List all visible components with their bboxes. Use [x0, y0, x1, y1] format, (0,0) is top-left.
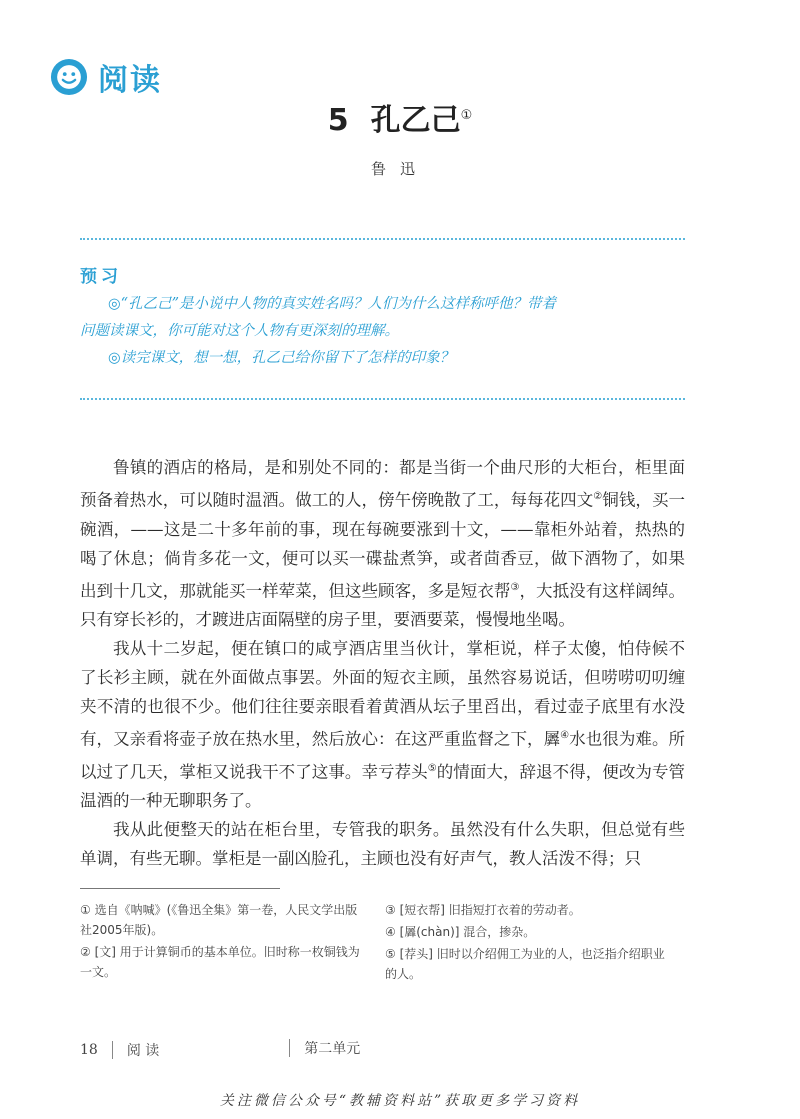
section-title: 阅读 [98, 63, 162, 98]
footnote-4: ④ [羼(chàn)] 混合，掺杂。 [385, 925, 536, 939]
smile-icon [50, 58, 88, 96]
preview-box [80, 262, 685, 372]
section-header [50, 55, 162, 99]
preview-line-2: 问题读课文，你可能对这个人物有更深刻的理解。 [80, 323, 399, 339]
footnote-3: ③ [短衣帮] 旧指短打衣着的劳动者。 [385, 903, 581, 917]
footnotes [80, 900, 690, 986]
paragraph-1-part-3: ，大抵没有这样阔绰。只有穿长衫的，才踱进店面隔壁的房子里，要酒要菜，慢慢地坐喝。 [80, 581, 686, 629]
footnote-2: ② [文] 用于计算铜币的基本单位。旧时称一枚铜钱为一文。 [80, 945, 360, 979]
paragraph-3-part-1: 我从此便整天的站在柜台里，专管我的职务。虽然没有什么失职，但总觉有些单调，有些无聊。掌柜是一副凶脸孔，主顾也没有好声气，教人活泼不得；只 [80, 820, 685, 868]
lesson-number: 5 [327, 103, 349, 138]
note-ref-4: ④ [560, 730, 570, 741]
page-number: 18 [80, 1041, 98, 1058]
note-ref-3: ③ [510, 581, 520, 593]
footnote-divider [80, 888, 280, 889]
watermark-text: 关注微信公众号“教辅资料站”获取更多学习资料 [219, 1093, 581, 1109]
author: 鲁迅 [370, 160, 429, 178]
footnotes-right [385, 900, 690, 986]
footer-separator [112, 1041, 113, 1059]
lesson-title-text: 孔乙己 [370, 103, 461, 138]
paragraph-1-part-2: 铜钱，买一碗酒，——这是二十多年前的事，现在每碗要涨到十文，——靠柜外站着，热热的喝了休息；倘肯多花一文，便可以买一碟盐煮笋，或者茴香豆，做下酒物了，如果出到十几文，那就能买一样荤菜，但这些顾客，多是短衣帮 [80, 490, 686, 600]
footnotes-left [80, 900, 385, 986]
paragraph-3 [80, 815, 685, 873]
preview-bottom-divider [80, 398, 685, 400]
paragraph-2-part-2: 水也很为难。所以过了几天，掌柜又说我干不了这事。幸亏荐头 [80, 729, 686, 781]
paragraph-2 [80, 634, 685, 815]
preview-heading: 预习 [80, 267, 122, 287]
footer-section: 阅 读 [126, 1042, 160, 1059]
paragraph-2-part-1: 我从十二岁起，便在镇口的咸亨酒店里当伙计，掌柜说，样子太傻，怕侍候不了长衫主顾，就在外面做点事罢。外面的短衣主顾，虽然容易说话，但唠唠叨叨缠夹不清的也很不少。他们往往要亲眼看着黄酒从坛子里舀出，看过壶子底里有水没有，又亲看将壶子放在热水里，然后放心：在这严重监督之下，羼 [80, 639, 685, 749]
page-footer [80, 1038, 690, 1061]
footer-separator-2 [289, 1039, 290, 1057]
paragraph-1 [80, 453, 685, 634]
note-ref-2: ② [593, 491, 603, 502]
paragraph-1-part-1: 鲁镇的酒店的格局，是和别处不同的：都是当街一个曲尺形的大柜台，柜里面预备着热水，可以随时温酒。做工的人，傍午傍晚散了工，每每花四文 [80, 458, 685, 510]
note-ref-5: ⑤ [427, 762, 437, 774]
preview-line-3: ◎读完课文，想一想，孔乙己给你留下了怎样的印象？ [108, 350, 455, 366]
footnote-1: ① 选自《呐喊》(《鲁迅全集》第一卷，人民文学出版社2005年版)。 [80, 903, 358, 937]
body-text [80, 453, 685, 873]
paragraph-2-part-3: 的情面大，辞退不得，便改为专管温酒的一种无聊职务了。 [80, 762, 686, 810]
preview-top-divider [80, 238, 685, 240]
footnote-5: ⑤ [荐头] 旧时以介绍佣工为业的人，也泛指介绍职业的人。 [385, 947, 665, 981]
lesson-note-ref: ① [460, 108, 473, 123]
lesson-title [0, 95, 800, 139]
preview-line-1: ◎“孔乙己”是小说中人物的真实姓名吗？人们为什么这样称呼他？带着 [108, 296, 556, 312]
footer-unit-wrap [289, 1038, 360, 1061]
footer-unit: 第二单元 [304, 1041, 361, 1057]
